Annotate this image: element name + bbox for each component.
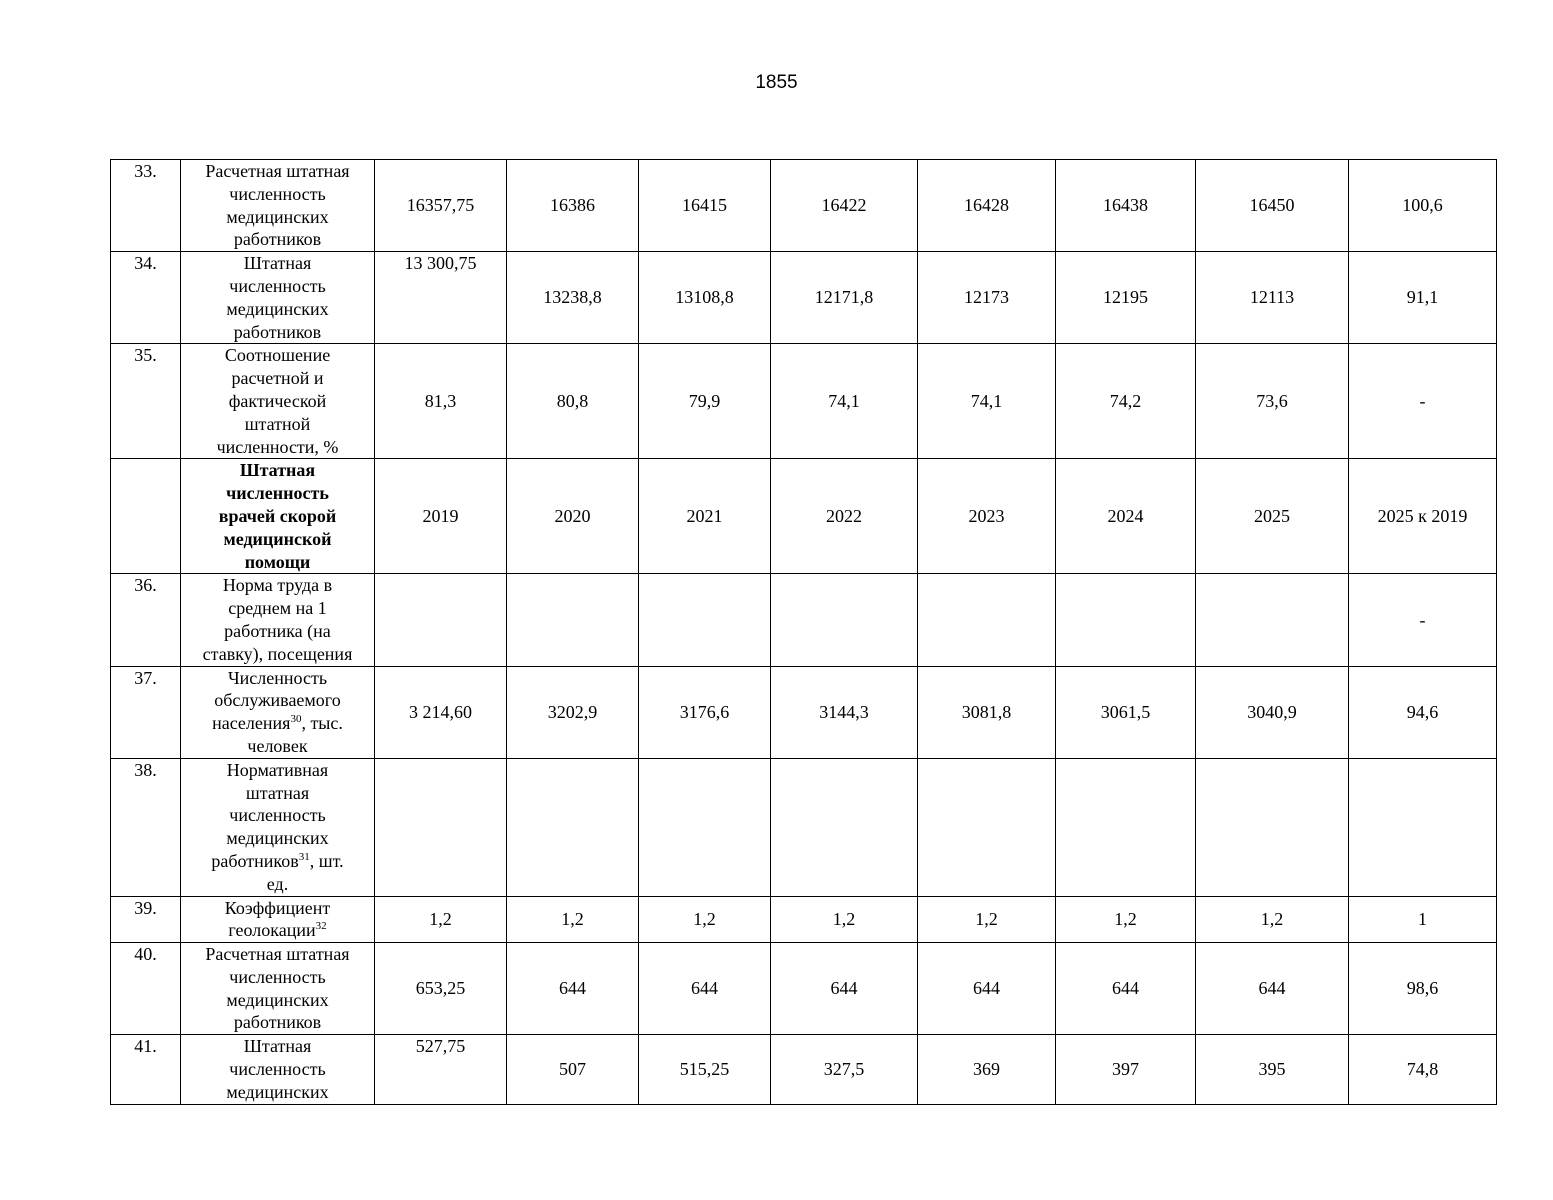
value-cell: 12171,8 [771,252,918,344]
table-row [111,1035,1497,1104]
value-cell: 74,8 [1349,1035,1497,1104]
value-cell: 13 300,75 [375,252,507,344]
table-row [111,943,1497,1035]
value-cell: 644 [918,943,1056,1035]
value-cell [1349,758,1497,896]
row-number: 40. [111,943,181,1035]
value-cell: 3202,9 [507,666,639,758]
value-cell: - [1349,344,1497,459]
value-cell: 507 [507,1035,639,1104]
value-cell [771,574,918,666]
value-cell: 3081,8 [918,666,1056,758]
value-cell [507,758,639,896]
value-cell: 3040,9 [1196,666,1349,758]
value-cell: 369 [918,1035,1056,1104]
value-cell: 74,1 [918,344,1056,459]
value-cell [639,758,771,896]
table-row [111,344,1497,459]
row-label: Коэффициент геолокации$^{32}$ [181,896,375,943]
table-row [111,896,1497,943]
row-label: Норма труда в среднем на 1 работника (на ставку), посещения [181,574,375,666]
row-label: Расчетная штатная численность медицинских работников [181,160,375,252]
value-cell [771,758,918,896]
value-cell: 79,9 [639,344,771,459]
value-cell: 91,1 [1349,252,1497,344]
value-cell: 81,3 [375,344,507,459]
row-label: Расчетная штатная численность медицинских работников [181,943,375,1035]
value-cell: 12195 [1056,252,1196,344]
value-cell: 1,2 [639,896,771,943]
value-cell: 13108,8 [639,252,771,344]
footnote-ref: 30 [290,713,302,726]
value-cell: - [1349,574,1497,666]
row-label: Соотношение расчетной и фактической штатной численности, % [181,344,375,459]
year-header: 2022 [771,459,918,574]
year-header: 2025 [1196,459,1349,574]
value-cell [918,574,1056,666]
value-cell: 1 [1349,896,1497,943]
value-cell: 13238,8 [507,252,639,344]
value-cell: 12113 [1196,252,1349,344]
value-cell: 80,8 [507,344,639,459]
value-cell: 3061,5 [1056,666,1196,758]
table-row [111,252,1497,344]
page-number: 1855 [755,72,798,93]
row-label: Штатная численность медицинских [181,1035,375,1104]
value-cell: 327,5 [771,1035,918,1104]
year-header: 2021 [639,459,771,574]
value-cell [375,574,507,666]
row-number: 37. [111,666,181,758]
value-cell: 1,2 [507,896,639,943]
footnote-ref: 32 [315,920,327,933]
value-cell [1196,758,1349,896]
year-header: 2020 [507,459,639,574]
value-cell: 16428 [918,160,1056,252]
row-number: 35. [111,344,181,459]
value-cell: 12173 [918,252,1056,344]
row-label: Штатная численность медицинских работников [181,252,375,344]
table-row [111,666,1497,758]
value-cell: 100,6 [1349,160,1497,252]
comparison-header: 2025 к 2019 [1349,459,1497,574]
value-cell: 644 [639,943,771,1035]
year-header: 2019 [375,459,507,574]
value-cell [375,758,507,896]
row-label: Численность обслуживаемого населения$^{30}$, тыс. человек [181,666,375,758]
footnote-ref: 31 [298,850,310,863]
value-cell [1056,758,1196,896]
row-number: 33. [111,160,181,252]
value-cell: 644 [771,943,918,1035]
table-row [111,160,1497,252]
value-cell: 644 [507,943,639,1035]
value-cell: 3176,6 [639,666,771,758]
value-cell: 1,2 [1056,896,1196,943]
section-title: Штатная численность врачей скорой медицинской помощи [181,459,375,574]
value-cell: 1,2 [375,896,507,943]
value-cell [918,758,1056,896]
value-cell [639,574,771,666]
staffing-table [110,159,1497,1105]
value-cell: 73,6 [1196,344,1349,459]
value-cell: 1,2 [1196,896,1349,943]
value-cell: 16450 [1196,160,1349,252]
row-label: Нормативная штатная численность медицинских работников$^{31}$, шт. ед. [181,758,375,896]
value-cell: 98,6 [1349,943,1497,1035]
section-header-row [111,459,1497,574]
row-number [111,459,181,574]
value-cell: 74,2 [1056,344,1196,459]
value-cell: 653,25 [375,943,507,1035]
row-number: 41. [111,1035,181,1104]
value-cell: 515,25 [639,1035,771,1104]
row-number: 38. [111,758,181,896]
value-cell: 16357,75 [375,160,507,252]
value-cell: 395 [1196,1035,1349,1104]
value-cell: 644 [1196,943,1349,1035]
table-row [111,758,1497,896]
value-cell: 397 [1056,1035,1196,1104]
value-cell: 16386 [507,160,639,252]
value-cell: 16415 [639,160,771,252]
value-cell: 3144,3 [771,666,918,758]
value-cell: 3 214,60 [375,666,507,758]
value-cell: 527,75 [375,1035,507,1104]
value-cell: 94,6 [1349,666,1497,758]
table-row [111,574,1497,666]
value-cell [1056,574,1196,666]
year-header: 2023 [918,459,1056,574]
value-cell [1196,574,1349,666]
value-cell: 74,1 [771,344,918,459]
year-header: 2024 [1056,459,1196,574]
value-cell: 1,2 [918,896,1056,943]
row-number: 34. [111,252,181,344]
value-cell: 1,2 [771,896,918,943]
row-number: 36. [111,574,181,666]
value-cell: 16438 [1056,160,1196,252]
value-cell: 16422 [771,160,918,252]
value-cell: 644 [1056,943,1196,1035]
value-cell [507,574,639,666]
row-number: 39. [111,896,181,943]
